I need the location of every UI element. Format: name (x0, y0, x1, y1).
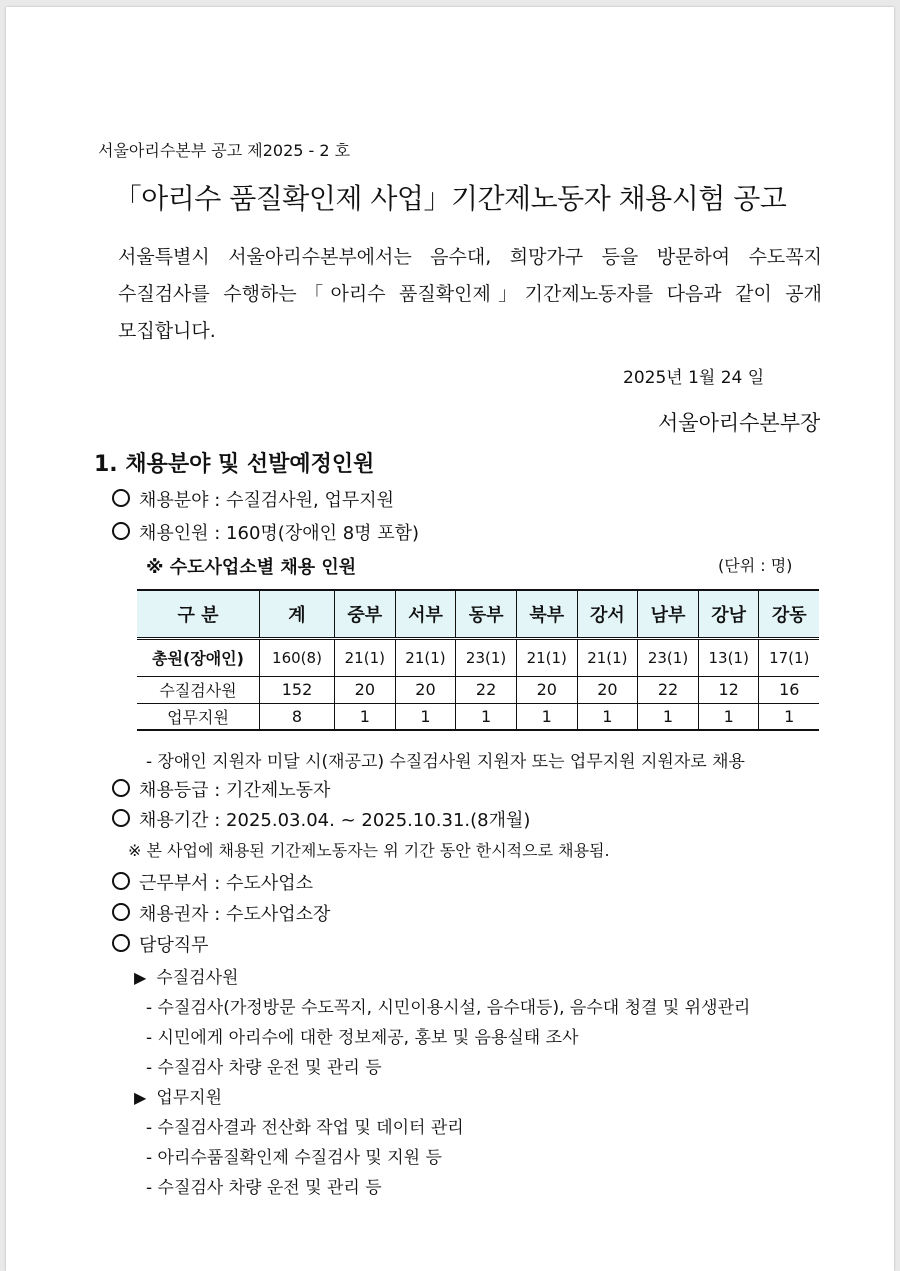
duty-group-heading (134, 963, 238, 988)
table-cell: 16 (759, 676, 819, 703)
duty-line: - 수질검사(가정방문 수도꼭지, 시민이용시설, 음수대등), 음수대 청결 및 위생관리 (146, 998, 751, 1018)
circle-bullet-icon (112, 934, 130, 952)
field-text: 채용분야 : 수질검사원, 업무지원 (139, 490, 394, 511)
duty-group-name: 업무지원 (156, 1088, 223, 1108)
table-row (137, 638, 819, 676)
field-item (112, 486, 394, 512)
table-cell: 1 (759, 703, 819, 730)
table-header-cell: 구 분 (137, 590, 260, 638)
table-header-cell: 강남 (698, 590, 759, 638)
dept-text: 근무부서 : 수도사업소 (139, 873, 313, 894)
notice-number: 서울아리수본부 공고 제2025 - 2 호 (98, 141, 351, 160)
triangle-bullet-icon: ▶ (134, 968, 147, 987)
table-header-cell: 북부 (516, 590, 577, 638)
table-cell: 152 (260, 676, 335, 703)
row-label: 업무지원 (137, 703, 260, 730)
period-note: ※ 본 사업에 채용된 기간제노동자는 위 기간 동안 한시적으로 채용됨. (128, 841, 610, 860)
table-header-cell: 계 (260, 590, 335, 638)
table-header-row (137, 590, 819, 638)
duties-text: 담당직무 (139, 935, 209, 956)
table-cell: 20 (395, 676, 456, 703)
duty-line: - 수질검사결과 전산화 작업 및 데이터 관리 (146, 1118, 464, 1138)
table-cell: 22 (456, 676, 517, 703)
table-cell: 21(1) (395, 638, 456, 676)
table-cell: 21(1) (577, 638, 638, 676)
duties-item (112, 931, 209, 957)
grade-text: 채용등급 : 기간제노동자 (139, 780, 331, 801)
dept-item (112, 869, 313, 895)
table-row (137, 703, 819, 730)
table-cell: 21(1) (516, 638, 577, 676)
triangle-bullet-icon: ▶ (134, 1088, 147, 1107)
table-header-cell: 서부 (395, 590, 456, 638)
duty-group-name: 수질검사원 (156, 968, 239, 988)
circle-bullet-icon (112, 489, 130, 507)
duty-group-heading (134, 1083, 222, 1108)
table-cell: 1 (456, 703, 517, 730)
circle-bullet-icon (112, 872, 130, 890)
authority-text: 채용권자 : 수도사업소장 (139, 904, 331, 925)
circle-bullet-icon (112, 779, 130, 797)
duty-line: - 시민에게 아리수에 대한 정보제공, 홍보 및 음용실태 조사 (146, 1028, 579, 1048)
table-cell: 20 (577, 676, 638, 703)
intro-line: 서울특별시 서울아리수본부에서는 음수대, 희망가구 등을 방문하여 수도꼭지 (118, 246, 822, 268)
table-cell: 23(1) (456, 638, 517, 676)
table-header-cell: 중부 (335, 590, 396, 638)
table-cell: 1 (638, 703, 699, 730)
circle-bullet-icon (112, 522, 130, 540)
table-cell: 12 (698, 676, 759, 703)
document-title: 「아리수 품질확인제 사업」기간제노동자 채용시험 공고 (113, 182, 787, 215)
duty-line: - 아리수품질확인제 수질검사 및 지원 등 (146, 1148, 442, 1168)
table-cell: 21(1) (335, 638, 396, 676)
unit-label: (단위 : 명) (718, 556, 793, 575)
table-header-cell: 강동 (759, 590, 819, 638)
table-header-cell: 강서 (577, 590, 638, 638)
table-cell: 1 (335, 703, 396, 730)
table-cell: 160(8) (260, 638, 335, 676)
duty-line: - 수질검사 차량 운전 및 관리 등 (146, 1058, 382, 1078)
table-cell: 8 (260, 703, 335, 730)
table-cell: 20 (516, 676, 577, 703)
table-cell: 13(1) (698, 638, 759, 676)
duty-line: - 수질검사 차량 운전 및 관리 등 (146, 1178, 382, 1198)
recruit-table (137, 589, 819, 731)
table-cell: 17(1) (759, 638, 819, 676)
headcount-item (112, 519, 419, 545)
period-text: 채용기간 : 2025.03.04. ~ 2025.10.31.(8개월) (139, 810, 531, 831)
table-cell: 1 (577, 703, 638, 730)
table-row (137, 676, 819, 703)
headcount-text: 채용인원 : 160명(장애인 8명 포함) (139, 523, 420, 544)
grade-item (112, 776, 330, 802)
table-cell: 1 (395, 703, 456, 730)
table-note: - 장애인 지원자 미달 시(재공고) 수질검사원 지원자 또는 업무지원 지원자로 채용 (146, 752, 745, 772)
document-page (6, 7, 894, 1271)
period-item (112, 806, 530, 832)
table-header-cell: 동부 (456, 590, 517, 638)
table-cell: 22 (638, 676, 699, 703)
row-label: 수질검사원 (137, 676, 260, 703)
table-cell: 20 (335, 676, 396, 703)
table-cell: 23(1) (638, 638, 699, 676)
signer: 서울아리수본부장 (658, 411, 821, 435)
section-heading: 1. 채용분야 및 선발예정인원 (94, 452, 375, 477)
authority-item (112, 900, 330, 926)
table-cell: 1 (698, 703, 759, 730)
row-label: 총원(장애인) (137, 638, 260, 676)
intro-paragraph (118, 239, 822, 350)
intro-line: 수질검사를 수행하는「아리수 품질확인제」기간제노동자를 다음과 같이 공개 (118, 283, 822, 305)
circle-bullet-icon (112, 809, 130, 827)
intro-line: 모집합니다. (118, 320, 216, 342)
circle-bullet-icon (112, 903, 130, 921)
table-header-cell: 남부 (638, 590, 699, 638)
notice-date: 2025년 1월 24 일 (623, 368, 765, 388)
table-title: ※ 수도사업소별 채용 인원 (146, 557, 357, 578)
table-cell: 1 (516, 703, 577, 730)
